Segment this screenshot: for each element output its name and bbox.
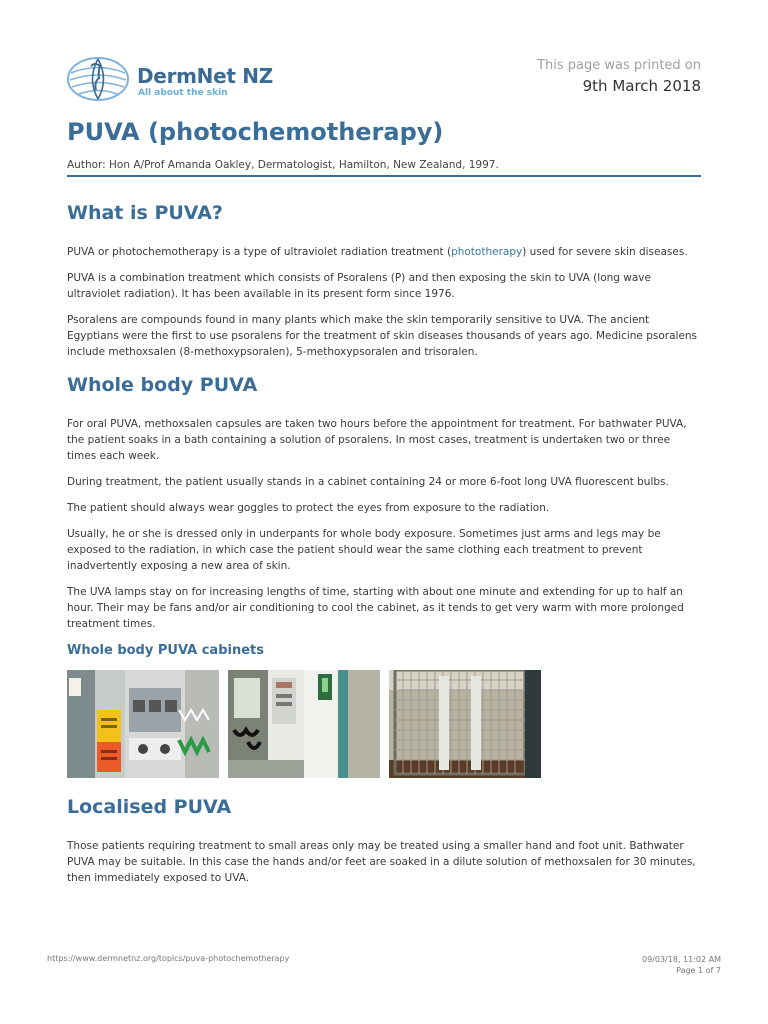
cabinet-photo-goggles-image: [228, 670, 380, 778]
cabinet-gallery: [67, 670, 701, 778]
article-body: [67, 198, 701, 896]
printed-date: 9th March 2018: [582, 77, 701, 95]
section-heading: What is PUVA?: [67, 202, 223, 224]
subsection-heading: Whole body PUVA cabinets: [67, 643, 264, 658]
title-divider: [67, 175, 701, 177]
paragraph-text: ) used for severe skin diseases.: [522, 246, 688, 258]
section-heading: Whole body PUVA: [67, 374, 258, 396]
paragraph: Usually, he or she is dressed only in underpants for whole body exposure. Sometimes just arms and legs may be exposed to the radiation, in which case the patient should wear the same clothing each treatment to prevent inadvertently exposing a new area of skin.: [67, 528, 661, 572]
section-whole-body-puva: [67, 370, 701, 778]
cabinet-photo-mesh-cabinet[interactable]: [389, 670, 541, 778]
paragraph: During treatment, the patient usually stands in a cabinet containing 24 or more 6-foot long UVA fluorescent bulbs.: [67, 476, 669, 488]
paragraph: [67, 244, 701, 260]
paragraph: Psoralens are compounds found in many plants which make the skin temporarily sensitive to UVA. The ancient Egyptians were the first to use psoralens for the treatment of skin diseases thousands of years ago. Medicine psoralens include methoxsalen (8-methoxypsoralen), 5-methoxypsoralen and trisoralen.: [67, 314, 698, 358]
author-line: Author: Hon A/Prof Amanda Oakley, Dermatologist, Hamilton, New Zealand, 1997.: [67, 159, 499, 171]
paragraph: PUVA is a combination treatment which consists of Psoralens (P) and then exposing the skin to UVA (long wave ultraviolet radiation). It has been available in its present form since 1976.: [67, 272, 651, 300]
paragraph: Those patients requiring treatment to small areas only may be treated using a smaller hand and foot unit. Bathwater PUVA may be suitable. In this case the hands and/or feet are soaked in a dilute solution of methoxsalen for 30 minutes, then immediately exposed to UVA.: [67, 840, 696, 884]
footer-page-number: Page 1 of 7: [676, 966, 721, 975]
page-title: PUVA (photochemotherapy): [67, 118, 444, 146]
paragraph: The patient should always wear goggles to protect the eyes from exposure to the radiation.: [67, 502, 550, 514]
section-what-is-puva: [67, 198, 701, 360]
section-heading: Localised PUVA: [67, 796, 232, 818]
paragraph: The UVA lamps stay on for increasing lengths of time, starting with about one minute and extending for up to half an hour. Their may be fans and/or air conditioning to cool the cabinet, as it tends to get very warm with more prolonged treatment times.: [67, 586, 684, 630]
logo-tagline: All about the skin: [138, 88, 228, 98]
phototherapy-link[interactable]: phototherapy: [451, 246, 523, 258]
paragraph: For oral PUVA, methoxsalen capsules are taken two hours before the appointment for treatment. For bathwater PUVA, the patient soaks in a bath containing a solution of psoralens. In most cases, treatment is undertaken two or three times each week.: [67, 418, 687, 462]
print-info: [537, 58, 701, 95]
cabinet-photo-goggles[interactable]: [228, 670, 380, 778]
footer-datetime: 09/03/18, 11:02 AM: [642, 955, 721, 964]
page-header: [67, 54, 701, 104]
footer-meta: [642, 954, 721, 976]
cabinet-photo-control-panel-image: [67, 670, 219, 778]
footer-url: https://www.dermnetnz.org/topics/puva-photochemotherapy: [47, 954, 290, 963]
section-localised-puva: [67, 792, 701, 886]
globe-logo-icon: [67, 56, 129, 102]
logo-name: DermNet NZ: [137, 64, 273, 88]
dermnet-logo[interactable]: [67, 56, 297, 100]
paragraph-text: PUVA or photochemotherapy is a type of ultraviolet radiation treatment (: [67, 246, 452, 258]
cabinet-photo-control-panel[interactable]: [67, 670, 219, 778]
cabinet-photo-mesh-cabinet-image: [389, 670, 541, 778]
printed-label: This page was printed on: [537, 58, 701, 73]
